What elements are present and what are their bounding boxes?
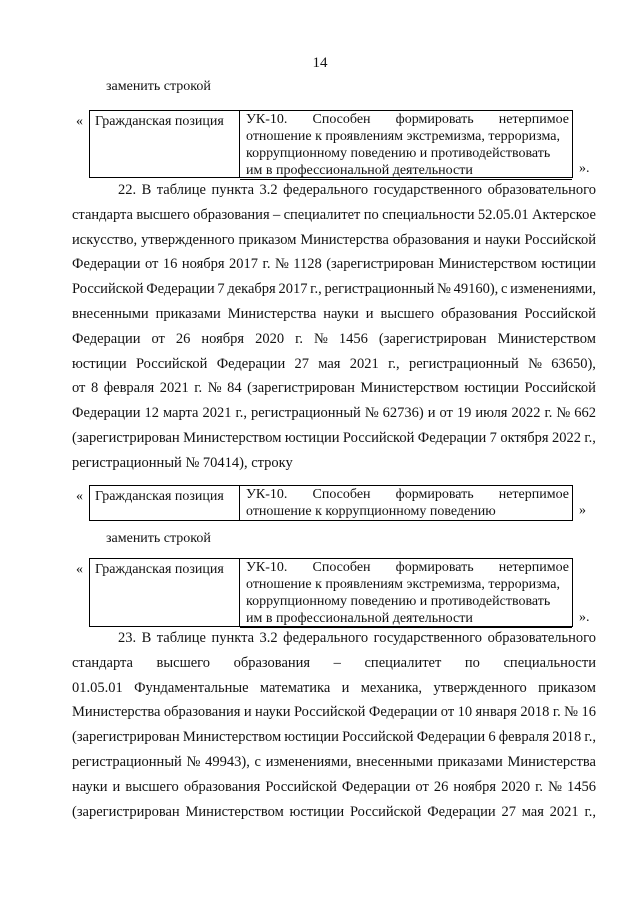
- paragraph-line: регистрационный № 70414), строку: [72, 454, 293, 471]
- table-cell-category: Гражданская позиция: [90, 486, 240, 520]
- competency-text: формировать: [395, 112, 474, 127]
- replace-label: заменить строкой: [106, 531, 211, 546]
- paragraph-line: Федерации от 26 ноября 2020 г. № 1456 (зарегистрирован Министерством: [72, 330, 596, 347]
- table-cell-competency: [240, 111, 572, 177]
- competency-line: [240, 593, 572, 610]
- paragraph-line: искусство, утвержденного приказом Министерства образования и науки Российской: [72, 231, 596, 248]
- quote-open: «: [76, 114, 83, 129]
- competency-line: [240, 559, 572, 576]
- table-cell-category: Гражданская позиция: [90, 559, 240, 626]
- paragraph-line: Федерации от 16 ноября 2017 г. № 1128 (зарегистрирован Министерством юстиции: [72, 256, 596, 273]
- competency-text: формировать: [395, 560, 474, 575]
- competency-text: нетерпимое: [498, 112, 569, 127]
- competency-text: УК-10.: [246, 487, 288, 502]
- paragraph-line: внесенными приказами Министерства науки и высшего образования Российской: [72, 305, 596, 322]
- competency-text: отношение к проявлениям экстремизма, терроризма,: [246, 129, 560, 144]
- paragraph-line: 01.05.01 Фундаментальные математика и механика, утвержденного приказом: [72, 679, 596, 696]
- competency-text: им в профессиональной деятельности: [246, 163, 473, 178]
- paragraph-line: Федерации 12 марта 2021 г., регистрационный № 62736) и от 19 июля 2022 г. № 662: [72, 405, 596, 422]
- paragraph-line: (зарегистрирован Министерством юстиции Российской Федерации 27 мая 2021 г.,: [72, 803, 596, 820]
- competency-text: нетерпимое: [498, 560, 569, 575]
- competency-text: Способен: [312, 487, 371, 502]
- paragraph-line: 22. В таблице пункта 3.2 федерального государственного образовательного: [118, 182, 596, 198]
- paragraph-line: Российской Федерации 7 декабря 2017 г., регистрационный № 49160), с изменениями,: [72, 281, 596, 298]
- quote-open: «: [76, 562, 83, 577]
- quote-close: ».: [579, 610, 590, 625]
- paragraph-line: регистрационный № 49943), с изменениями, внесенными приказами Министерства: [72, 753, 596, 770]
- table-cell-competency: [240, 486, 572, 520]
- paragraph-line: стандарта высшего образования – специалитет по специальности 52.05.01 Актерское: [72, 206, 596, 223]
- paragraph-line: (зарегистрирован Министерством юстиции Российской Федерации 6 февраля 2018 г.,: [72, 729, 596, 746]
- table-cell-category: Гражданская позиция: [90, 111, 240, 177]
- paragraph-22: [72, 178, 596, 476]
- competency-line: [240, 128, 572, 145]
- replacement-table-row: [89, 110, 573, 178]
- competency-line: [240, 576, 572, 593]
- competency-text: Способен: [312, 560, 371, 575]
- replace-label: заменить строкой: [106, 79, 211, 94]
- competency-text: отношение к коррупционному поведению: [246, 504, 496, 519]
- paragraph-line: науки и высшего образования Российской Федерации от 26 ноября 2020 г. № 1456: [72, 778, 596, 795]
- competency-text: нетерпимое: [498, 487, 569, 502]
- competency-line: [240, 111, 572, 128]
- competency-line: [240, 486, 572, 503]
- paragraph-line: (зарегистрирован Министерством юстиции Российской Федерации 7 октября 2022 г.,: [72, 429, 596, 446]
- table-cell-competency: [240, 559, 572, 626]
- quote-close: ».: [579, 161, 590, 176]
- competency-text: УК-10.: [246, 560, 288, 575]
- paragraph-line: Министерства образования и науки Российской Федерации от 10 января 2018 г. № 16: [72, 704, 596, 721]
- paragraph-line: юстиции Российской Федерации 27 мая 2021 г., регистрационный № 63650),: [72, 355, 596, 372]
- competency-text: коррупционному поведению и противодействовать: [246, 594, 551, 609]
- competency-text: отношение к проявлениям экстремизма, терроризма,: [246, 577, 560, 592]
- paragraph-line: 23. В таблице пункта 3.2 федерального государственного образовательного: [118, 630, 596, 646]
- paragraph-23: [72, 626, 596, 824]
- competency-text: коррупционному поведению и противодействовать: [246, 146, 551, 161]
- competency-text: УК-10.: [246, 112, 288, 127]
- competency-line: [240, 145, 572, 162]
- paragraph-line: стандарта высшего образования – специалитет по специальности: [72, 654, 596, 671]
- quote-open: «: [76, 489, 83, 504]
- competency-text: формировать: [395, 487, 474, 502]
- paragraph-line: от 8 февраля 2021 г. № 84 (зарегистрирован Министерством юстиции Российской: [72, 380, 596, 397]
- competency-text: им в профессиональной деятельности: [246, 611, 473, 626]
- original-table-row: [89, 485, 573, 521]
- quote-close: »: [579, 503, 586, 518]
- page-number: 14: [312, 55, 328, 71]
- replacement-table-row: [89, 558, 573, 627]
- competency-line: [240, 503, 572, 521]
- competency-text: Способен: [312, 112, 371, 127]
